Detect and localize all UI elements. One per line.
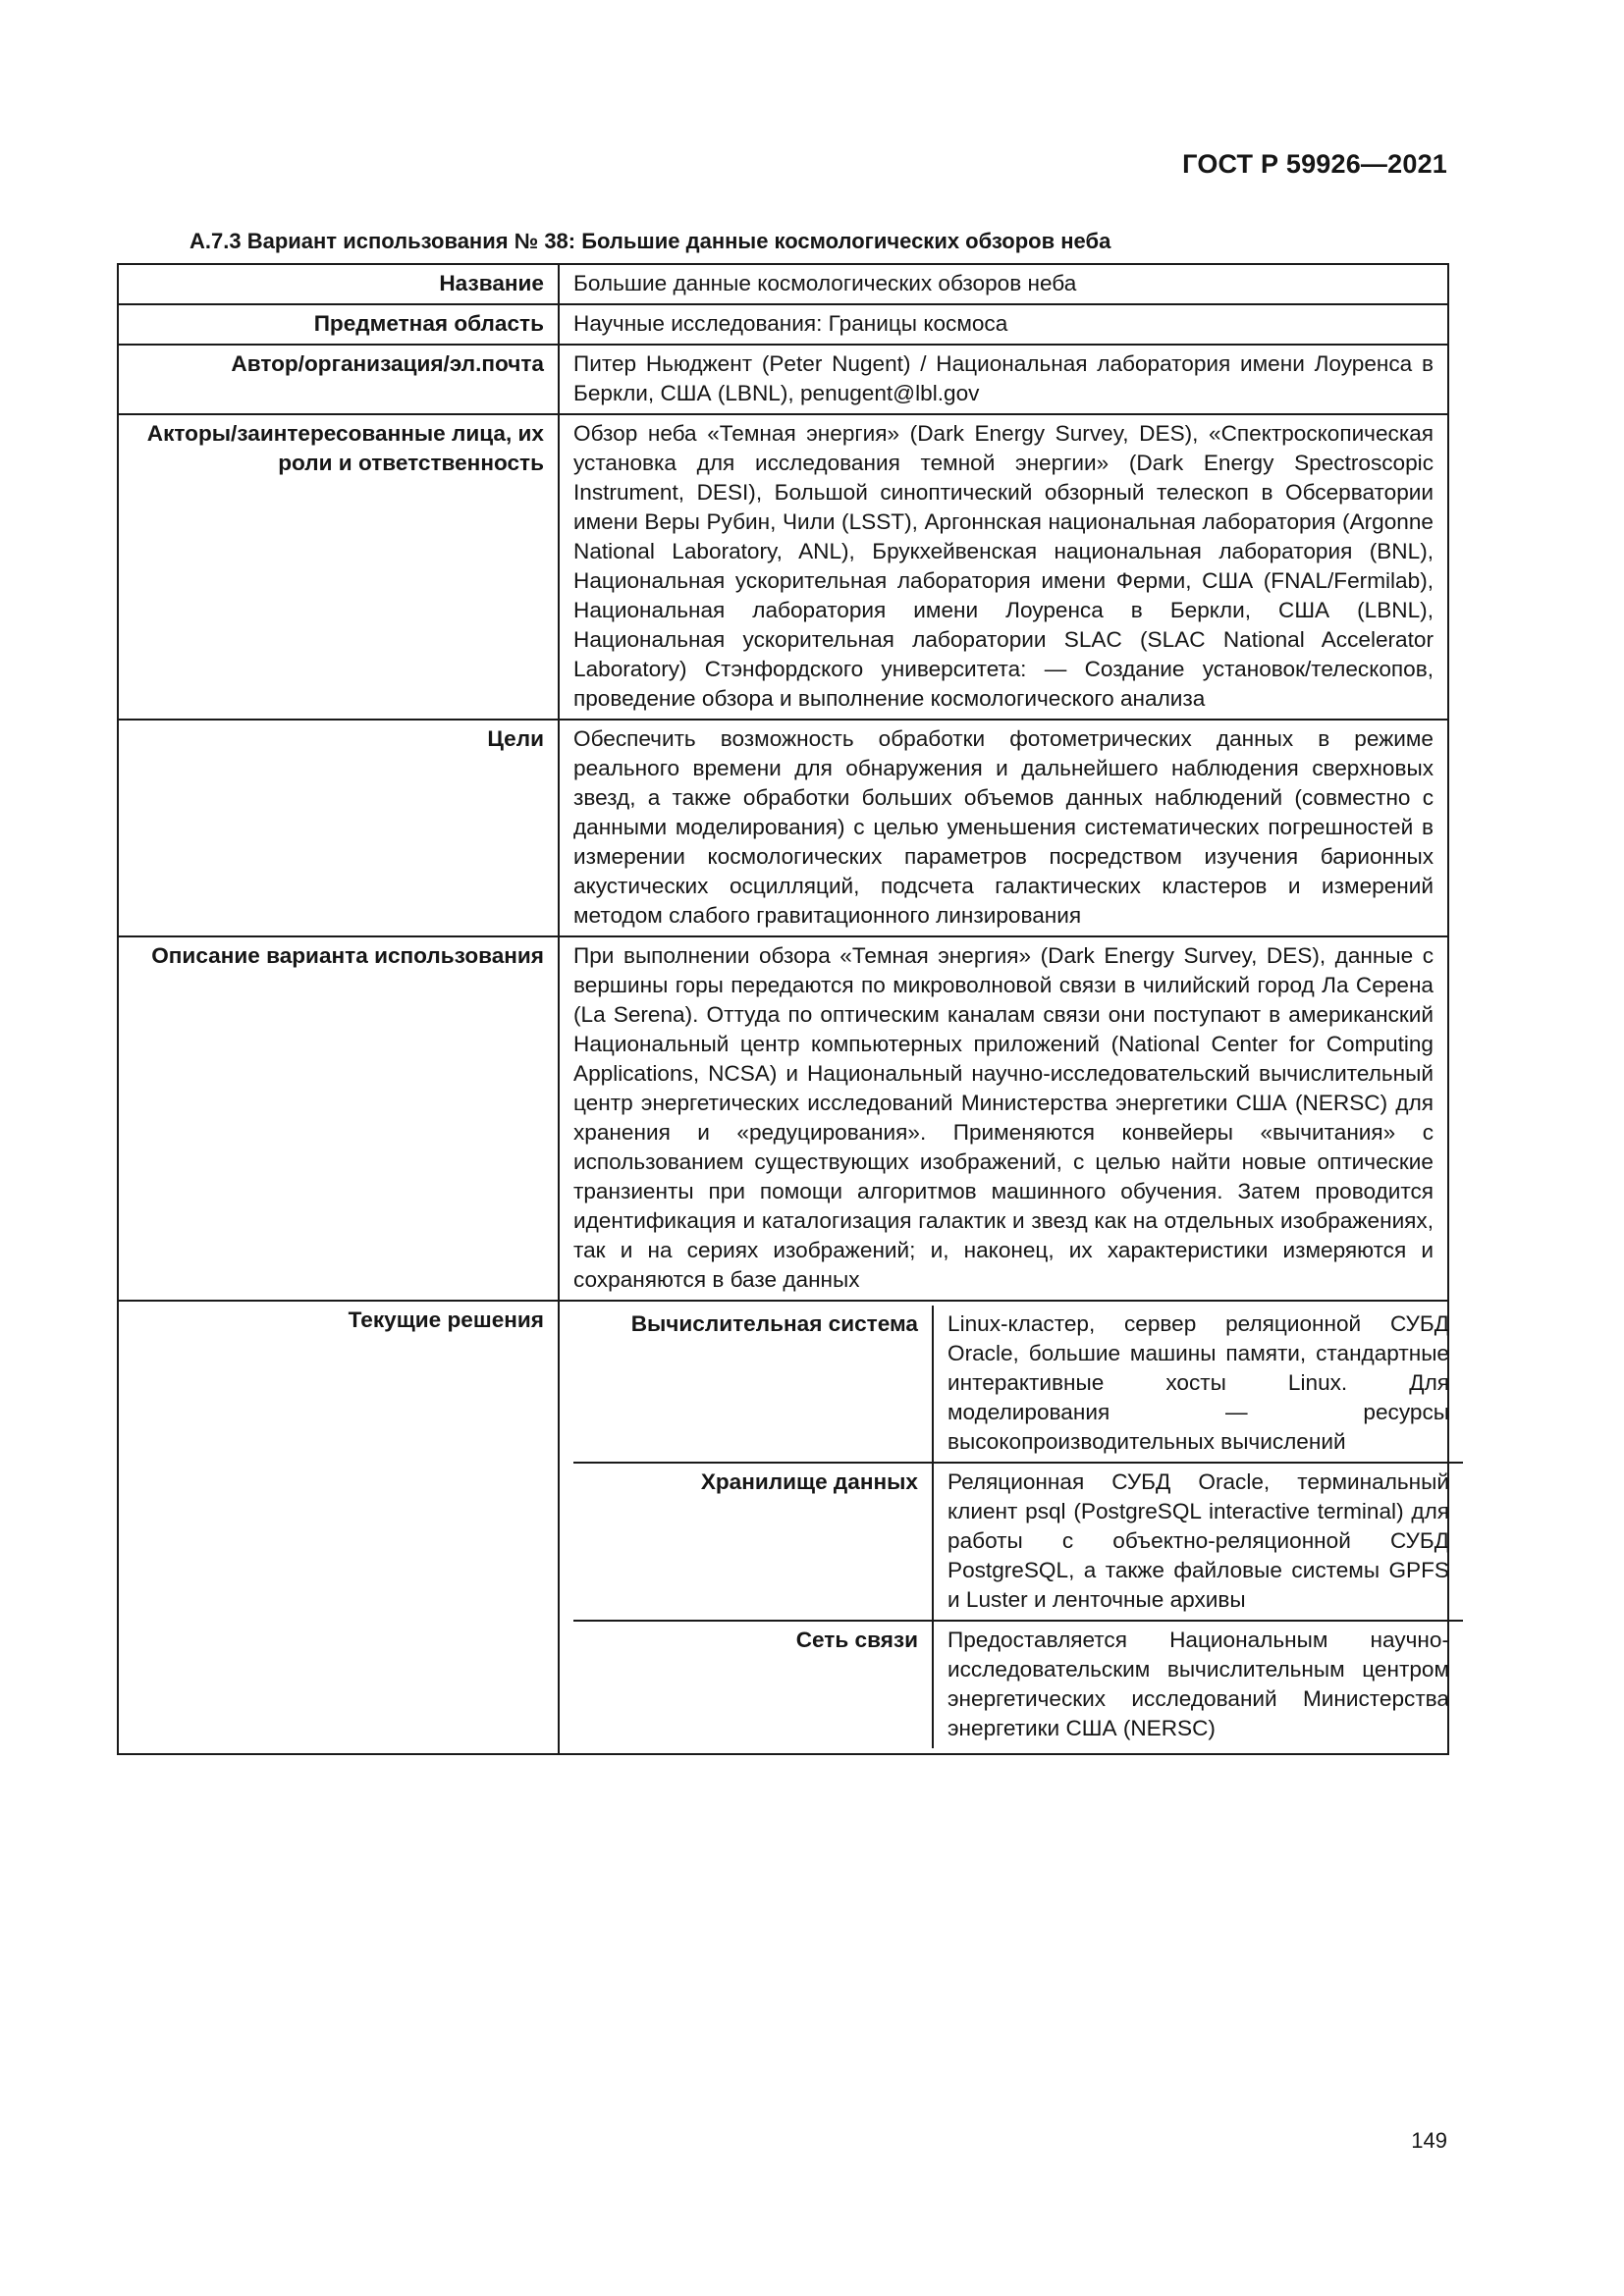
table-row <box>573 1621 1463 1748</box>
row-label-name: Название <box>118 264 559 304</box>
sub-label-compute: Вычислительная система <box>573 1306 933 1463</box>
row-label-description: Описание варианта использования <box>118 936 559 1301</box>
table-row <box>573 1306 1463 1463</box>
row-value-author: Питер Ньюджент (Peter Nugent) / Национальная лаборатория имени Лоуренса в Беркли, США (LBNL), penugent@lbl.gov <box>559 345 1448 414</box>
page-number: 149 <box>1411 2128 1447 2153</box>
table-row <box>573 1463 1463 1621</box>
table-row <box>118 936 1448 1301</box>
table-row <box>118 345 1448 414</box>
table-row <box>118 720 1448 936</box>
use-case-table <box>117 263 1449 1755</box>
table-row <box>118 264 1448 304</box>
current-solutions-cell <box>559 1301 1448 1754</box>
table-row <box>118 304 1448 345</box>
sub-label-network: Сеть связи <box>573 1621 933 1748</box>
sub-value-storage: Реляционная СУБД Oracle, терминальный клиент psql (PostgreSQL interactive terminal) для работы с объектно-реляционной СУБД PostgreSQL, а также файловые системы GPFS и Luster и ленточные архивы <box>933 1463 1463 1621</box>
table-row <box>118 1301 1448 1754</box>
sub-label-storage: Хранилище данных <box>573 1463 933 1621</box>
row-value-name: Большие данные космологических обзоров неба <box>559 264 1448 304</box>
row-label-goals: Цели <box>118 720 559 936</box>
row-label-actors: Акторы/заинтересованные лица, их роли и ответственность <box>118 414 559 720</box>
row-value-domain: Научные исследования: Границы космоса <box>559 304 1448 345</box>
row-value-goals: Обеспечить возможность обработки фотометрических данных в режиме реального времени для обнаружения и дальнейшего наблюдения сверхновых звезд, а также обработки больших объемов данных наблюдений (совместно с данными моделирования) с целью уменьшения систематических погрешностей в измерении космологических параметров посредством изучения барионных акустических осцилляций, подсчета галактических кластеров и измерений методом слабого гравитационного линзирования <box>559 720 1448 936</box>
current-solutions-table <box>573 1306 1463 1748</box>
row-label-author: Автор/организация/эл.почта <box>118 345 559 414</box>
row-label-domain: Предметная область <box>118 304 559 345</box>
row-label-current-solutions: Текущие решения <box>118 1301 559 1754</box>
table-row <box>118 414 1448 720</box>
row-value-description: При выполнении обзора «Темная энергия» (Dark Energy Survey, DES), данные с вершины горы передаются по микроволновой связи в чилийский город Ла Серена (La Serena). Оттуда по оптическим каналам связи они поступают в американский Национальный центр компьютерных приложений (National Center for Computing Applications, NCSA) и Национальный научно-исследовательский вычислительный центр энергетических исследований Министерства энергетики США (NERSC) для хранения и «редуцирования». Применяются конвейеры «вычитания» с использованием существующих изображений, с целью найти новые оптические транзиенты при помощи алгоритмов машинного обучения. Затем проводится идентификация и каталогизация галактик и звезд как на отдельных изображениях, так и на сериях изображений; и, наконец, их характеристики измеряются и сохраняются в базе данных <box>559 936 1448 1301</box>
row-value-actors: Обзор неба «Темная энергия» (Dark Energy Survey, DES), «Спектроскопическая установка для исследования темной энергии» (Dark Energy Spectroscopic Instrument, DESI), Большой синоптический обзорный телескоп в Обсерватории имени Веры Рубин, Чили (LSST), Аргоннская национальная лаборатория (Argonne National Laboratory, ANL), Брукхейвенская национальная лаборатория (BNL), Национальная ускорительная лаборатория имени Ферми, США (FNAL/Fermilab), Национальная лаборатория имени Лоуренса в Беркли, США (LBNL), Национальная ускорительная лаборатории SLAC (SLAC National Accelerator Laboratory) Стэнфордского университета: — Создание установок/телескопов, проведение обзора и выполнение космологического анализа <box>559 414 1448 720</box>
document-code: ГОСТ Р 59926—2021 <box>1182 149 1447 179</box>
table-caption: А.7.3 Вариант использования № 38: Большие данные космологических обзоров неба <box>189 229 1111 253</box>
sub-value-compute: Linux-кластер, сервер реляционной СУБД Oracle, большие машины памяти, стандартные интерактивные хосты Linux. Для моделирования — ресурсы высокопроизводительных вычислений <box>933 1306 1463 1463</box>
sub-value-network: Предоставляется Национальным научно-исследовательским вычислительным центром энергетических исследований Министерства энергетики США (NERSC) <box>933 1621 1463 1748</box>
